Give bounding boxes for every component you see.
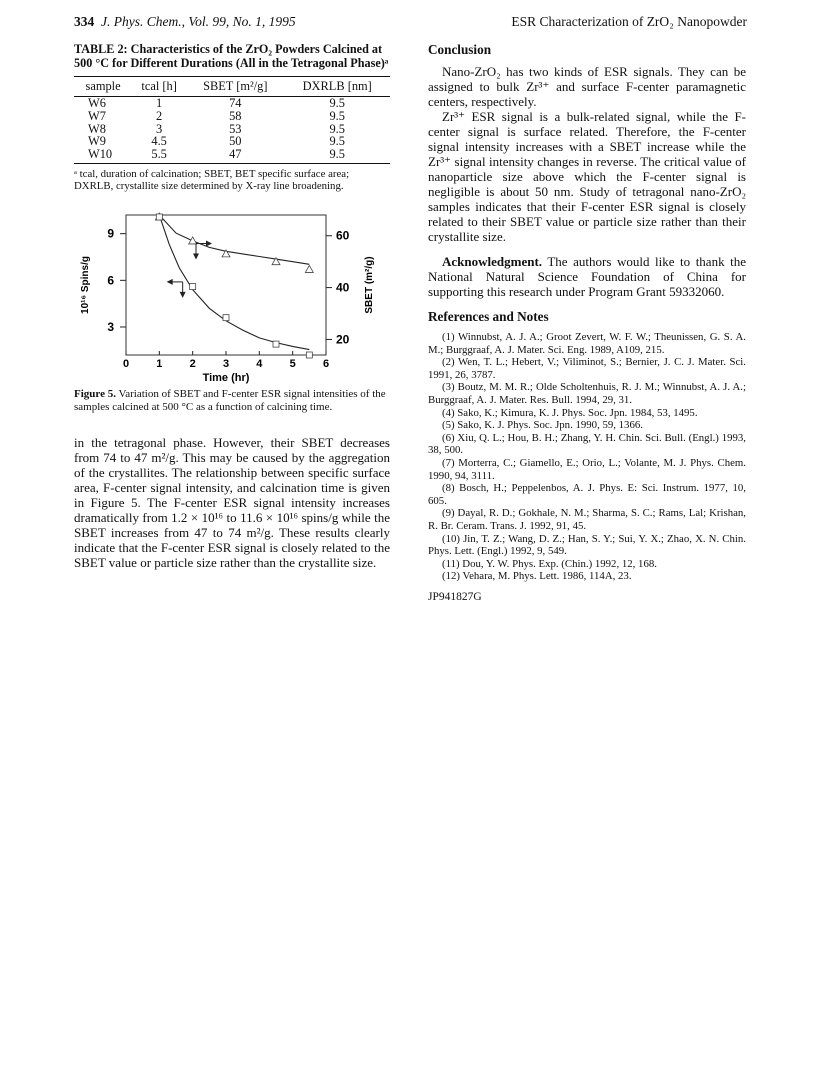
page-header — [74, 14, 747, 34]
fcenter-data-point — [273, 341, 279, 347]
reference-item: (2) Wen, T. L.; Hebert, V.; Viliminot, S.; Bernier, J. C. J. Mater. Sci. 1991, 26, 3787. — [428, 356, 746, 381]
document-code: JP941827G — [428, 590, 482, 603]
sbet-fit-curve — [159, 215, 309, 264]
characteristics-table — [74, 76, 390, 164]
references — [428, 309, 746, 583]
table-footnote: ᵃ tcal, duration of calcination; SBET, BET specific surface area; DXRLB, crystallite size determined by X-ray line broadening. — [74, 167, 350, 193]
x-tick-label: 3 — [222, 357, 230, 370]
table-cell: 58 — [229, 108, 242, 123]
table-cell: 3 — [156, 121, 163, 136]
table-cell: 9.5 — [329, 96, 345, 110]
caption-label: Figure 5. — [74, 387, 116, 400]
table-cell: 5.5 — [132, 148, 186, 163]
table-cell: W10 — [74, 148, 132, 163]
arrow-head-left-icon — [167, 279, 173, 285]
reference-item: (4) Sako, K.; Kimura, K. J. Phys. Soc. Jpn. 1984, 53, 1495. — [442, 406, 698, 419]
y-left-tick-label: 6 — [107, 273, 114, 288]
table-cell: W9 — [88, 134, 106, 149]
acknowledgment-label: Acknowledgment. — [442, 254, 543, 269]
body-paragraph-left: in the tetragonal phase. However, their SBET decreases from 74 to 47 m²/g. This may be caused by the aggregation of the crystallites. The relationship between specific surface area, F-center signal intensity, and calcination time is given in Figure 5. The F-center ESR signal intensity increases dramatically from 1.2 × 10¹⁶ to 11.6 × 10¹⁶ spins/g while the SBET increases from 47 to 74 m²/g. These results clearly indicate that the F-center ESR signal is closely related to the SBET value or particle size rather than the crystallite size. — [74, 435, 390, 571]
y-right-axis-label: SBET (m²/g) — [364, 256, 375, 314]
reference-item: (3) Boutz, M. M. R.; Olde Scholtenhuis, R. J. M.; Winnubst, A. J. A.; Burggraaf, A. J. Mater. Res. Bull. 1994, 29, 31. — [428, 381, 746, 406]
reference-item: (11) Dou, Y. W. Phys. Exp. (Chin.) 1992, 12, 168. — [442, 557, 657, 570]
acknowledgment-text: The authors would like to thank the National Natural Science Foundation of China for supporting this research under Program Grant 59332060. — [428, 254, 747, 299]
table-cell: 1 — [156, 96, 163, 110]
reference-item: (9) Dayal, R. D.; Gokhale, N. M.; Sharma, S. C.; Rams, Lal; Krishan, R. Br. Ceram. Trans. J. 1992, 91, 45. — [428, 507, 746, 532]
sbet-data-point — [305, 265, 313, 272]
plot-frame — [126, 215, 326, 355]
y-right-tick-label: 20 — [336, 332, 350, 347]
table-cell: 4.5 — [151, 134, 167, 149]
y-right-tick-label: 40 — [336, 280, 350, 295]
running-title: ESR Characterization of ZrO₂ Nanopowder — [511, 14, 747, 29]
page-number: 334 — [74, 14, 95, 29]
x-tick-label: 6 — [322, 357, 330, 370]
table-row — [74, 97, 390, 110]
reference-item: (8) Bosch, H.; Peppelenbos, A. J. Phys. E: Sci. Instrum. 1977, 10, 605. — [428, 482, 746, 507]
conclusion-para-2: Zr³⁺ ESR signal is a bulk-related signal, while the F-center signal is surface related. Therefore, the F-center signal intensity increases with a SBET increase while the Zr³⁺ signal intensity changes in reverse. The critical value of nanoparticle size above which the F-center signal is negligible is about 50 nm. Study of tetragonal nano-ZrO₂ samples indicates that their F-center ESR signal is closely related to their SBET value or particle size rather than their crystallite size. — [428, 109, 746, 244]
table-cell: W6 — [88, 96, 106, 110]
x-tick-label: 0 — [122, 357, 130, 370]
reference-item: (5) Sako, K. J. Phys. Soc. Jpn. 1990, 59, 1366. — [442, 419, 643, 432]
journal-citation: J. Phys. Chem., Vol. 99, No. 1, 1995 — [101, 14, 296, 29]
x-tick-label: 1 — [156, 357, 163, 370]
acknowledgment — [428, 254, 746, 299]
caption-text: Variation of SBET and F-center ESR signal intensities of the samples calcined at 500 °C as a function of calcining time. — [74, 387, 386, 413]
table-cell: 2 — [156, 108, 163, 123]
y-left-axis-label: 10¹⁶ Spins/g — [80, 256, 91, 314]
x-tick-label: 2 — [189, 357, 196, 370]
reference-item: (7) Morterra, C.; Giamello, E.; Orio, L.; Volante, M. J. Phys. Chem. 1990, 94, 3111. — [428, 456, 746, 482]
table-column-header: sample — [74, 77, 132, 97]
fcenter-data-point — [190, 284, 196, 290]
x-axis-label: Time (hr) — [202, 371, 250, 384]
arrow-head-down-icon — [180, 292, 186, 298]
table-cell: W8 — [88, 121, 106, 136]
y-right-tick-label: 60 — [336, 228, 350, 243]
y-left-tick-label: 3 — [107, 319, 114, 334]
sbet-data-point — [189, 237, 197, 244]
fcenter-data-point — [306, 352, 312, 358]
reference-item: (1) Winnubst, A. J. A.; Groot Zevert, W. F. W.; Theunissen, G. S. A. M.; Burggraaf, A. J. Mater. Sci. Eng. 1989, A109, 215. — [428, 331, 746, 356]
header-left — [74, 14, 296, 30]
left-column — [74, 42, 390, 570]
table-cell: 9.5 — [329, 108, 345, 123]
reference-item: (6) Xiu, Q. L.; Hou, B. H.; Zhang, Y. H. Chin. Sci. Bull. (Engl.) 1993, 38, 500. — [428, 431, 746, 457]
table-cell: 53 — [229, 121, 242, 136]
table-cell: 74 — [229, 96, 242, 110]
table-title: TABLE 2: Characteristics of the ZrO₂ Powders Calcined at 500 °C for Different Durations (All in the Tetragonal Phase)ᵃ — [74, 42, 389, 70]
table-body — [74, 97, 390, 164]
table-column-header: SBET [m²/g] — [186, 77, 284, 97]
reference-item: (12) Vehara, M. Phys. Lett. 1986, 114A, 23. — [442, 570, 632, 583]
arrow-head-down-icon — [193, 254, 199, 260]
table-cell: 50 — [229, 134, 242, 149]
right-column — [428, 42, 746, 603]
table-cell: 9.5 — [284, 148, 390, 163]
table-header-row — [74, 77, 390, 97]
reference-list — [428, 331, 746, 583]
arrow-head-right-icon — [206, 241, 212, 247]
fcenter-data-point — [156, 214, 162, 220]
x-tick-label: 4 — [256, 357, 263, 370]
figure-5 — [74, 209, 390, 387]
table-cell: 9.5 — [329, 134, 345, 149]
reference-item: (10) Jin, T. Z.; Wang, D. Z.; Han, S. Y.; Sui, Y. X.; Zhao, X. N. Chin. Phys. Lett. (Engl.) 1992, 9, 549. — [428, 532, 746, 558]
references-heading: References and Notes — [428, 309, 549, 324]
conclusion-para-1: Nano-ZrO₂ has two kinds of ESR signals. They can be assigned to bulk Zr³⁺ and surface F-center paramagnetic centers, respectively. — [428, 64, 746, 109]
conclusion-heading: Conclusion — [428, 42, 492, 57]
y-left-tick-label: 9 — [107, 226, 114, 241]
table-cell: 47 — [186, 148, 284, 163]
table-column-header: DXRLB [nm] — [284, 77, 390, 97]
table-cell: W7 — [88, 108, 106, 123]
table-row — [74, 148, 390, 163]
figure-caption — [74, 388, 390, 413]
table-row — [74, 110, 390, 123]
table-column-header: tcal [h] — [132, 77, 186, 97]
table-cell: 9.5 — [329, 121, 345, 136]
x-tick-label: 5 — [289, 357, 296, 370]
fcenter-data-point — [223, 315, 229, 321]
figure-5-chart — [74, 209, 390, 387]
